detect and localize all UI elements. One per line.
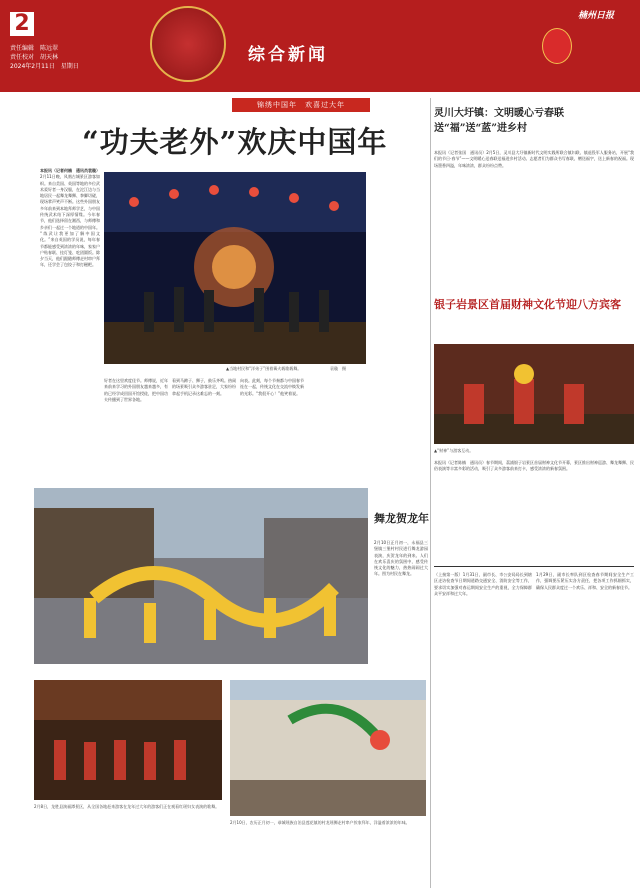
divider-line — [434, 566, 634, 567]
dragon-text: 2月10日正月初一，永福县三堡镇三堡村村民进行舞龙游园表演，庆贺龙年的到来。人们在欢乐喜庆的氛围中，感受传统文化的魅力，热热闹闹过大年。图为村民在舞龙。 — [374, 540, 428, 577]
photo-lion-dance — [230, 680, 426, 816]
article-col-4: 看到马蹄子、狮子，鼓乐齐鸣。热闹的场景吸引众多游客驻足，大家纷纷拿起手机记录这难忘的一刻。 — [172, 378, 236, 396]
section-title: 综合新闻 — [248, 45, 328, 65]
photo-credit: 袁璇 摄 — [330, 366, 346, 371]
article-text: “练武让我更加了解中国文化。”来自英国的学员说，每年春节都能感受到浓浓的年味，家家户户贴春联、挂灯笼、吃团圆饭。除夕当天，他们跟随师傅走村串户拜年，还学会了包饺子和打糍粑。 — [40, 230, 100, 268]
photo-caption: 2月8日，龙胜县演福潭景区，从全国各地赶来游客在龙年过大年的游客们正在观看红瑶妇女表演的歌舞。 — [34, 804, 220, 809]
main-headline: “功夫老外”欢庆中国年 — [82, 125, 388, 159]
photo-minority-song — [34, 680, 222, 800]
photo-caption: 2月10日，农历正月初一，恭城瑶族自治县莲花镇的村龙瑶狮走村串户挨家拜年，洋溢着浓浓的年味。 — [230, 820, 410, 825]
right-article-text-4: 1月29日，副市长率队到区检查春节期间安全生产工作，强调要压紧压实各方责任，把各项工作抓细抓实，确保人民群众度过一个欢乐、祥和、安全的新春佳节。 — [536, 572, 634, 590]
page-number: 2 — [10, 12, 34, 36]
photo-god-of-wealth — [434, 344, 634, 444]
byline: 本报讯（记者何楠 通讯员袁璇） — [40, 168, 100, 173]
right-headline-2: 银子岩景区首届财神文化节迎八方宾客 — [434, 298, 621, 311]
article-col-1 — [40, 168, 100, 418]
proofreader-line: 责任校对 胡天林 — [10, 54, 59, 61]
masthead-logo: 楠州日报 — [578, 11, 615, 21]
article-col-3: 好者在这里欢度佳节。师傅说，近年来前来学习的外国朋友越来越多，有的已经学成回国开馆授徒，把中国功夫传播到了世界各地。 — [104, 378, 168, 402]
photo-caption: ▲“财神”与游客互动。 — [434, 448, 474, 453]
date-line: 2024年2月11日 星期日 — [10, 63, 79, 70]
photo-dragon-dance — [34, 488, 368, 664]
festival-banner: 锦绣中国年 欢喜过大年 — [232, 98, 370, 112]
article-text: 2月11日晚，凤凰古城景区游客如织。来自美国、英国等地的多位武术爱好者一身汉服，在沱江边与当地居民一起舞龙舞狮、拳脚切磋，现场掌声笑声不断。这些外国朋友多年前来到本地拜师学艺，与中国传统武术结下深厚情缘。今年春节，他们选择留在湘西，与师傅和乡亲们一起过一个地道的中国年。 — [40, 174, 100, 230]
right-article-text-3: （上接第一版）1月31日，副市长、市公安局局长到辖区走访检查节日期间道路交通安全、消防安全等工作，要求切实加强对春运期间安全生产的重视，全力保障群众平安祥和过大年。 — [434, 572, 532, 596]
photo-folk-dance — [104, 172, 366, 364]
dragon-medal-icon — [150, 6, 226, 82]
right-article-text-2: 本报讯（记者陈楠 通讯员）春节期间，荔浦银子岩景区首届财神文化节开幕，景区推出财神巡游、舞龙舞狮、民俗表演等丰富多彩的活动，吸引了众多游客前来打卡，感受浓浓的新春氛围。 — [434, 460, 634, 472]
right-headline: 灵川大圩镇：文明暖心亏春联送“福”送“蓝”进乡村 — [434, 108, 564, 134]
editor-line: 责任编辑 陈远翠 — [10, 45, 59, 52]
article-col-5: 向表。此刻，每个节奏都与中国春节连在一起，传统文化在交流中焕发新的光彩。“我很开心！”他笑着说。 — [240, 378, 304, 396]
column-divider — [430, 98, 431, 888]
dragon-title: 舞龙贺龙年 — [374, 512, 429, 525]
page-meta — [10, 44, 79, 71]
lantern-icon — [542, 28, 572, 64]
photo-caption: ▲当地村民和“洋弟子”围着篝火载歌载舞。 — [226, 366, 302, 371]
right-article-text: 本报讯（记者张国 通讯员）2月5日，灵川县大圩镇新时代文明实践所联合镇妇联、镇退役军人服务站，开展“我们的节日·春节”——文明暖心送春联送福进乡村活动。志愿者们为群众书写春联、赠送福字，送上新春的祝福。现场墨香四溢，年味浓浓，群众纷纷点赞。 — [434, 150, 634, 168]
